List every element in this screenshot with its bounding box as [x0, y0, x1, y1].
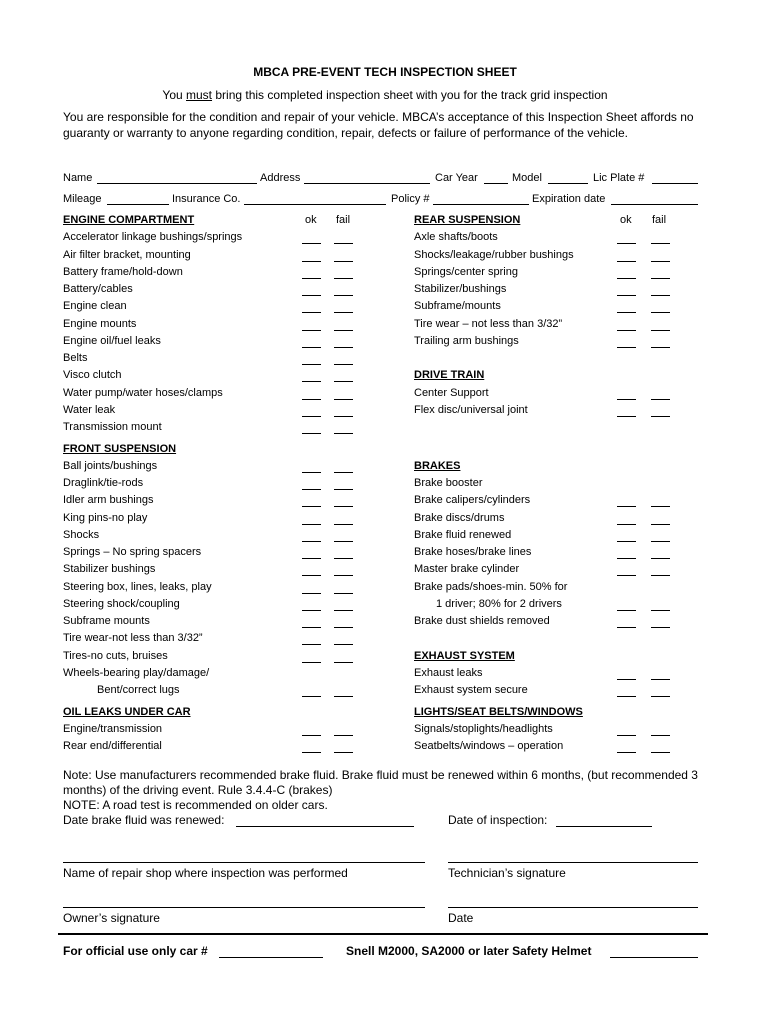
ok-checkbox[interactable]	[617, 679, 636, 680]
model-label: Model	[512, 172, 542, 184]
ok-checkbox[interactable]	[302, 243, 321, 244]
lic-plate-field[interactable]	[652, 183, 698, 184]
brake-date-label: Date brake fluid was renewed:	[63, 813, 225, 827]
checklist-item: Steering box, lines, leaks, play	[63, 580, 212, 593]
checklist-item: Rear end/differential	[63, 740, 162, 753]
divider	[58, 933, 708, 935]
technician-signature-line[interactable]	[448, 862, 698, 863]
checklist-item: Exhaust system secure	[414, 684, 528, 697]
ok-checkbox[interactable]	[302, 593, 321, 594]
checklist-item: Steering shock/coupling	[63, 597, 180, 610]
disclaimer: You are responsible for the condition and repair of your vehicle. MBCA’s acceptance of this Inspection Sheet affords no guaranty or warranty to anyone regarding condition, repair, defects or failure of performance of the vehicle.	[63, 110, 694, 140]
checklist-item: Brake hoses/brake lines	[414, 546, 532, 559]
brake-date-field[interactable]	[236, 826, 414, 827]
fail-checkbox[interactable]	[651, 752, 670, 753]
checklist-item: Water leak	[63, 403, 116, 416]
fail-checkbox[interactable]	[334, 627, 353, 628]
checklist-item: Springs – No spring spacers	[63, 546, 202, 559]
ok-checkbox[interactable]	[302, 433, 321, 434]
insurance-label: Insurance Co.	[172, 193, 241, 205]
fail-checkbox[interactable]	[651, 330, 670, 331]
fail-checkbox[interactable]	[651, 399, 670, 400]
checklist-item: 1 driver; 80% for 2 drivers	[436, 597, 562, 610]
fail-checkbox[interactable]	[651, 347, 670, 348]
checklist-item: Subframe mounts	[63, 615, 150, 628]
policy-field[interactable]	[433, 204, 529, 205]
ok-checkbox[interactable]	[617, 752, 636, 753]
car-year-field[interactable]	[484, 183, 508, 184]
mileage-field[interactable]	[107, 204, 169, 205]
fail-checkbox[interactable]	[334, 524, 353, 525]
checklist-item: Brake calipers/cylinders	[414, 494, 531, 507]
ok-checkbox[interactable]	[302, 627, 321, 628]
ok-checkbox[interactable]	[617, 610, 636, 611]
checklist-item: Ball joints/bushings	[63, 459, 158, 472]
fail-checkbox[interactable]	[334, 735, 353, 736]
fail-checkbox[interactable]	[334, 506, 353, 507]
expiration-field[interactable]	[611, 204, 698, 205]
technician-label: Technician’s signature	[448, 866, 566, 880]
fail-checkbox[interactable]	[651, 243, 670, 244]
ok-checkbox[interactable]	[302, 261, 321, 262]
ok-checkbox[interactable]	[302, 541, 321, 542]
left-ok-header: ok	[305, 214, 317, 226]
ok-checkbox[interactable]	[302, 364, 321, 365]
ok-checkbox[interactable]	[302, 575, 321, 576]
checklist-item: Subframe/mounts	[414, 300, 501, 313]
checklist-item: Engine clean	[63, 300, 127, 313]
fail-checkbox[interactable]	[651, 295, 670, 296]
ok-checkbox[interactable]	[617, 295, 636, 296]
checklist-item: Axle shafts/boots	[414, 231, 498, 244]
inspection-date-field[interactable]	[556, 826, 652, 827]
checklist-item: Battery/cables	[63, 283, 133, 295]
ok-checkbox[interactable]	[302, 696, 321, 697]
fail-checkbox[interactable]	[651, 735, 670, 736]
checklist-item: Exhaust leaks	[414, 666, 483, 679]
fail-checkbox[interactable]	[651, 312, 670, 313]
checklist-item: Stabilizer/bushings	[414, 283, 507, 295]
name-field[interactable]	[97, 183, 257, 184]
fail-checkbox[interactable]	[334, 261, 353, 262]
fail-checkbox[interactable]	[334, 347, 353, 348]
subtitle: You must bring this completed inspection sheet with you for the track grid inspection	[162, 88, 608, 102]
lic-plate-label: Lic Plate #	[593, 172, 645, 184]
mileage-label: Mileage	[63, 193, 102, 205]
right-ok-header: ok	[620, 214, 632, 226]
checklist-item: Engine mounts	[63, 317, 137, 330]
checklist-item: Brake fluid renewed	[414, 528, 512, 541]
fail-checkbox[interactable]	[651, 541, 670, 542]
fail-checkbox[interactable]	[334, 593, 353, 594]
ok-checkbox[interactable]	[617, 278, 636, 279]
ok-checkbox[interactable]	[302, 558, 321, 559]
road-test-note: NOTE: A road test is recommended on older cars.	[63, 798, 328, 812]
checklist-item: Brake pads/shoes-min. 50% for	[414, 580, 568, 593]
fail-checkbox[interactable]	[334, 575, 353, 576]
checklist-item: Springs/center spring	[414, 265, 518, 278]
fail-checkbox[interactable]	[334, 330, 353, 331]
rear-suspension-header: REAR SUSPENSION	[414, 214, 521, 226]
official-use-label: For official use only car #	[63, 944, 208, 958]
fail-checkbox[interactable]	[334, 489, 353, 490]
checklist-item: Air filter bracket, mounting	[63, 248, 191, 261]
checklist-item: Seatbelts/windows – operation	[414, 740, 564, 753]
checklist-item: Master brake cylinder	[414, 563, 520, 576]
checklist-item: Flex disc/universal joint	[414, 403, 528, 416]
fail-checkbox[interactable]	[334, 644, 353, 645]
checklist-item: Tires-no cuts, bruises	[63, 649, 168, 662]
ok-checkbox[interactable]	[302, 312, 321, 313]
ok-checkbox[interactable]	[617, 735, 636, 736]
checklist-item: Idler arm bushings	[63, 494, 154, 507]
checklist-item: Tire wear – not less than 3/32”	[414, 317, 563, 330]
ok-checkbox[interactable]	[617, 696, 636, 697]
official-car-field[interactable]	[219, 957, 323, 958]
fail-checkbox[interactable]	[334, 364, 353, 365]
ok-checkbox[interactable]	[302, 399, 321, 400]
checklist-item: Tire wear-not less than 3/32”	[63, 632, 203, 645]
insurance-field[interactable]	[244, 204, 386, 205]
fail-checkbox[interactable]	[651, 506, 670, 507]
owner-label: Owner’s signature	[63, 911, 160, 925]
fail-checkbox[interactable]	[651, 627, 670, 628]
fail-checkbox[interactable]	[651, 558, 670, 559]
ok-checkbox[interactable]	[302, 644, 321, 645]
ok-checkbox[interactable]	[302, 752, 321, 753]
checklist-item: Brake dust shields removed	[414, 615, 550, 628]
fail-checkbox[interactable]	[334, 312, 353, 313]
fail-checkbox[interactable]	[651, 524, 670, 525]
checklist-item: Stabilizer bushings	[63, 563, 156, 576]
ok-checkbox[interactable]	[617, 416, 636, 417]
fail-checkbox[interactable]	[334, 295, 353, 296]
lights-header: LIGHTS/SEAT BELTS/WINDOWS	[414, 705, 583, 718]
checklist-item: Bent/correct lugs	[97, 684, 180, 697]
ok-checkbox[interactable]	[617, 627, 636, 628]
ok-checkbox[interactable]	[617, 506, 636, 507]
brake-fluid-note: Note: Use manufacturers recommended brake fluid. Brake fluid must be renewed within 6 months, (but recommended 3 months) of the driving event. Rule 3.4.4-C (brakes)	[63, 768, 698, 797]
expiration-label: Expiration date	[532, 193, 606, 205]
ok-checkbox[interactable]	[617, 541, 636, 542]
date-label: Date	[448, 911, 474, 925]
ok-checkbox[interactable]	[617, 524, 636, 525]
fail-checkbox[interactable]	[651, 278, 670, 279]
fail-checkbox[interactable]	[334, 278, 353, 279]
checklist-item: Draglink/tie-rods	[63, 477, 144, 490]
checklist-item: Accelerator linkage bushings/springs	[63, 231, 243, 244]
fail-checkbox[interactable]	[334, 381, 353, 382]
fail-checkbox[interactable]	[651, 575, 670, 576]
ok-checkbox[interactable]	[617, 558, 636, 559]
page-title: MBCA PRE-EVENT TECH INSPECTION SHEET	[253, 65, 517, 79]
ok-checkbox[interactable]	[302, 506, 321, 507]
checklist-item: Engine/transmission	[63, 722, 163, 735]
fail-checkbox[interactable]	[651, 610, 670, 611]
address-field[interactable]	[304, 183, 430, 184]
checklist-item: Shocks/leakage/rubber bushings	[414, 248, 574, 261]
address-label: Address	[260, 172, 301, 184]
ok-checkbox[interactable]	[617, 261, 636, 262]
ok-checkbox[interactable]	[302, 416, 321, 417]
checklist-item: Engine oil/fuel leaks	[63, 334, 161, 347]
ok-checkbox[interactable]	[302, 278, 321, 279]
inspection-date-label: Date of inspection:	[448, 813, 548, 827]
ok-checkbox[interactable]	[302, 610, 321, 611]
checklist-item: Trailing arm bushings	[414, 334, 519, 347]
fail-checkbox[interactable]	[651, 261, 670, 262]
checklist-item: Center Support	[414, 386, 489, 399]
fail-checkbox[interactable]	[334, 662, 353, 663]
right-fail-header: fail	[652, 214, 667, 226]
drive-train-header: DRIVE TRAIN	[414, 369, 485, 382]
fail-checkbox[interactable]	[651, 696, 670, 697]
repair-shop-label: Name of repair shop where inspection was performed	[63, 866, 348, 880]
checklist-item: Brake booster	[414, 477, 483, 490]
checklist-item: Wheels-bearing play/damage/	[63, 666, 210, 679]
fail-checkbox[interactable]	[334, 243, 353, 244]
fail-checkbox[interactable]	[334, 433, 353, 434]
date-line[interactable]	[448, 907, 698, 908]
ok-checkbox[interactable]	[302, 489, 321, 490]
ok-checkbox[interactable]	[617, 243, 636, 244]
fail-checkbox[interactable]	[334, 541, 353, 542]
checklist-item: Water pump/water hoses/clamps	[63, 386, 223, 399]
ok-checkbox[interactable]	[617, 347, 636, 348]
helmet-label: Snell M2000, SA2000 or later Safety Helmet	[346, 944, 592, 958]
front-suspension-header: FRONT SUSPENSION	[63, 442, 177, 455]
name-label: Name	[63, 172, 93, 184]
ok-checkbox[interactable]	[302, 330, 321, 331]
ok-checkbox[interactable]	[302, 295, 321, 296]
helmet-field[interactable]	[610, 957, 698, 958]
fail-checkbox[interactable]	[651, 679, 670, 680]
fail-checkbox[interactable]	[334, 752, 353, 753]
ok-checkbox[interactable]	[302, 347, 321, 348]
model-field[interactable]	[548, 183, 588, 184]
checklist-item: Signals/stoplights/headlights	[414, 722, 553, 735]
fail-checkbox[interactable]	[334, 558, 353, 559]
fail-checkbox[interactable]	[334, 696, 353, 697]
ok-checkbox[interactable]	[617, 312, 636, 313]
ok-checkbox[interactable]	[617, 575, 636, 576]
fail-checkbox[interactable]	[334, 399, 353, 400]
fail-checkbox[interactable]	[334, 610, 353, 611]
oil-leaks-header: OIL LEAKS UNDER CAR	[63, 705, 191, 718]
left-fail-header: fail	[336, 214, 351, 226]
checklist-item: King pins-no play	[63, 511, 148, 524]
car-year-label: Car Year	[435, 172, 478, 184]
exhaust-system-header: EXHAUST SYSTEM	[414, 649, 515, 662]
policy-label: Policy #	[391, 193, 430, 205]
brakes-header: BRAKES	[414, 459, 461, 472]
checklist-item: Battery frame/hold-down	[63, 265, 183, 278]
ok-checkbox[interactable]	[617, 330, 636, 331]
checklist-item: Visco clutch	[63, 369, 122, 382]
ok-checkbox[interactable]	[302, 381, 321, 382]
checklist-item: Shocks	[63, 528, 100, 541]
owner-signature-line[interactable]	[63, 907, 425, 908]
ok-checkbox[interactable]	[302, 662, 321, 663]
checklist-item: Belts	[63, 352, 88, 364]
engine-compartment-header: ENGINE COMPARTMENT	[63, 214, 195, 226]
ok-checkbox[interactable]	[302, 735, 321, 736]
repair-shop-line[interactable]	[63, 862, 425, 863]
ok-checkbox[interactable]	[617, 399, 636, 400]
fail-checkbox[interactable]	[334, 472, 353, 473]
checklist-item: Brake discs/drums	[414, 511, 505, 524]
ok-checkbox[interactable]	[302, 472, 321, 473]
fail-checkbox[interactable]	[651, 416, 670, 417]
checklist-item: Transmission mount	[63, 421, 162, 433]
ok-checkbox[interactable]	[302, 524, 321, 525]
fail-checkbox[interactable]	[334, 416, 353, 417]
